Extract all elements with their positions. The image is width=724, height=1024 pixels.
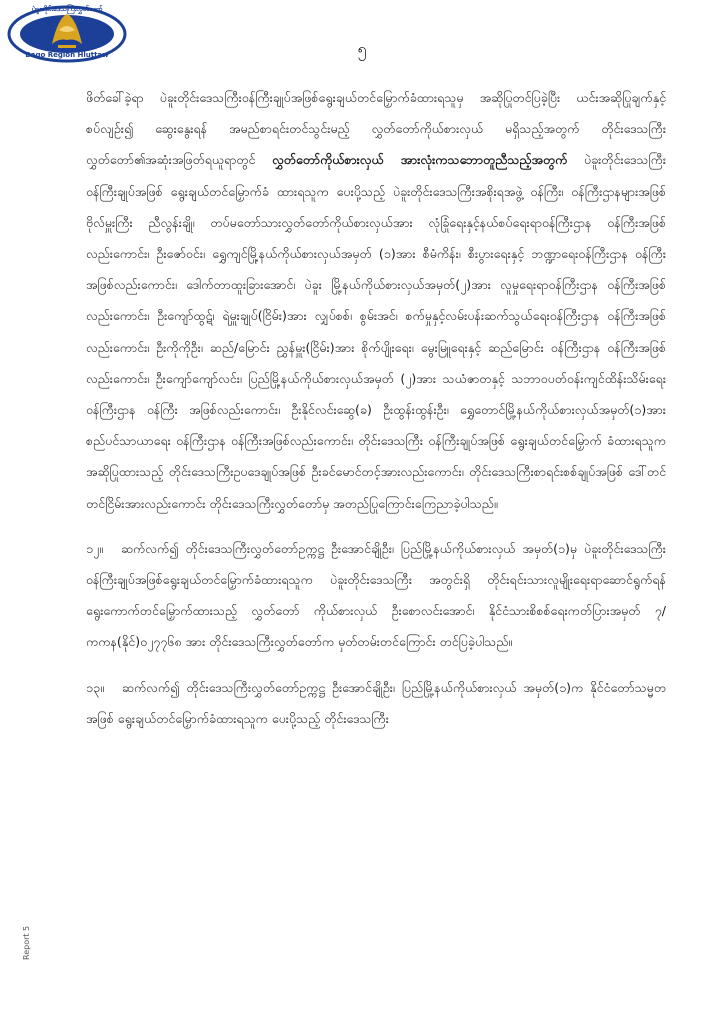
paragraph-1-text-b: ပဲခူးတိုင်းဒေသကြီးဝန်ကြီးချုပ်အဖြစ် ရွေးချယ်တင်မြှောက်ခံ ထားရသူက ပေးပို့သည့် ပဲခူးတိုင်းဒေသကြီးအစိုးရအဖွဲ့ ဝန်ကြီး၊ ဝန်ကြီးဌာနများအဖြစ် ဗိုလ်မှူးကြီး ညီလွန်းချို၊ တပ်မတော်သားလွှတ်တော်ကိုယ်စားလှယ်အား လုံခြုံရေးနှင့်နယ်စပ်ရေးရာဝန်ကြီးဌာန ဝန်ကြီးအဖြစ်လည်းကောင်း၊ ဦးဇော်ဝင်း၊ ရွှေကျင်မြို့နယ်ကိုယ်စားလှယ်အမှတ် (၁)အား စီမံကိန်း၊ စီးပွားရေးနှင့် ဘဏ္ဍာရေးဝန်ကြီးဌာန ဝန်ကြီးအဖြစ်လည်းကောင်း၊ ဒေါက်တာထူးခြားအောင်၊ ပဲခူး မြို့နယ်ကိုယ်စားလှယ်အမှတ်(၂)အား လူမှုရေးရာဝန်ကြီးဌာန ဝန်ကြီးအဖြစ်လည်းကောင်း၊ ဦးကျော်ထွဋ်၊ ရဲမှူးချုပ်(ငြိမ်း)အား လျှပ်စစ်၊ စွမ်းအင်၊ စက်မှုနှင့်လမ်းပန်းဆက်သွယ်ရေးဝန်ကြီးဌာန ဝန်ကြီးအဖြစ် လည်းကောင်း၊ ဦးကိုကိုဦး၊ ဆည်/မြောင်း ညွှန်မှူး(ငြိမ်း)အား စိုက်ပျိုးရေး၊ မွေးမြူရေးနှင့် ဆည်မြောင်း ဝန်ကြီးဌာန ဝန်ကြီးအဖြစ်လည်းကောင်း၊ ဦးကျော်ကျော်လင်း၊ ပြည်မြို့နယ်ကိုယ်စားလှယ်အမှတ် (၂)အား သယံဇာတနှင့် သဘာဝပတ်ဝန်းကျင်ထိန်းသိမ်းရေးဝန်ကြီးဌာန ဝန်ကြီး အဖြစ်လည်းကောင်း၊ ဦးနိုင်လင်းဆွေ(ခ) ဦးထွန်းထွန်းဦး၊ ရွှေတောင်မြို့နယ်ကိုယ်စားလှယ်အမှတ်(၁)အား စည်ပင်သာယာရေး ဝန်ကြီးဌာန ဝန်ကြီးအဖြစ်လည်းကောင်း၊ တိုင်းဒေသကြီး ဝန်ကြီးချုပ်အဖြစ် ရွေးချယ်တင်မြှောက် ခံထားရသူက အဆိုပြုထားသည့် တိုင်းဒေသကြီးဥပဒေချုပ်အဖြစ် ဦးခင်မောင်တင့်အားလည်းကောင်း၊ တိုင်းဒေသကြီးစာရင်းစစ်ချုပ်အဖြစ် ဒေါ်တင်တင်ငြိမ်းအားလည်းကောင်း တိုင်းဒေသကြီးလွှတ်တော်မှ အတည်ပြုကြောင်းကြေညာခဲ့ပါသည်။ (86, 152, 666, 511)
logo-text-myanmar: ပဲခူးတိုင်းဒေသကြီးလွှတ်တော် (31, 5, 103, 13)
paragraph-13-text: ဆက်လက်၍ တိုင်းဒေသကြီးလွှတ်တော်ဥက္ကဋ္ဌ ဦးအောင်ချိုဦး၊ ပြည်မြို့နယ်ကိုယ်စားလှယ် အမှတ်(၁)က နိုင်ငံတော်သမ္မတအဖြစ် ရွေးချယ်တင်မြှောက်ခံထားရသူက ပေးပို့သည့် တိုင်းဒေသကြီး (86, 679, 666, 726)
page-number: ၅ (357, 39, 367, 58)
paragraph-13 (86, 672, 666, 734)
report-side-label: Report 5 (22, 925, 31, 960)
paragraph-13-number: ၁၃။ (86, 679, 104, 695)
paragraph-12 (86, 533, 666, 658)
paragraph-12-text: ဆက်လက်၍ တိုင်းဒေသကြီးလွှတ်တော်ဥက္ကဋ္ဌ ဦးအောင်ချိုဦး၊ ပြည်မြို့နယ်ကိုယ်စားလှယ် အမှတ်(၁)မှ ပဲခူးတိုင်းဒေသကြီးဝန်ကြီးချုပ်အဖြစ်ရွေးချယ်တင်မြှောက်ခံထားရသူက ပဲခူးတိုင်းဒေသကြီး အတွင်းရှိ တိုင်းရင်းသားလူမျိုးရေးရာဆောင်ရွက်ရန် ရွေးကောက်တင်မြှောက်ထားသည့် လွှတ်တော် ကိုယ်စားလှယ် ဦးစောလင်းအောင်၊ နိုင်ငံသားစိစစ်ရေးကတ်ပြားအမှတ် ၇/ကကန(နိုင်)၀၂၇၇၆၈ အား တိုင်းဒေသကြီးလွှတ်တော်က မှတ်တမ်းတင်ကြောင်း တင်ပြခဲ့ပါသည်။ (86, 540, 666, 650)
document-body (86, 82, 666, 748)
logo-text-english: Bago Region Hluttaw (25, 51, 109, 59)
paragraph-1 (86, 82, 666, 519)
paragraph-1-text-a: ဖိတ်ခေါ်ခဲ့ရာ ပဲခူးတိုင်းဒေသကြီးဝန်ကြီးချုပ်အဖြစ်ရွေးချယ်တင်မြှောက်ခံထားရသူမှ အဆိုပြုတင်ပြခဲ့ပြီး ယင်းအဆိုပြုချက်နှင့်စပ်လျဉ်း၍ ဆွေးနွေးရန် အမည်စာရင်းတင်သွင်းမည့် လွှတ်တော်ကိုယ်စားလှယ် မရှိသည့်အတွက် တိုင်းဒေသကြီး လွှတ်တော်၏အဆုံးအဖြတ်ရယူရာတွင် (86, 90, 666, 168)
paragraph-1-bold-text: လွှတ်တော်ကိုယ်စားလှယ် အားလုံးကသဘောတူညီသည့်အတွက် (272, 152, 568, 168)
paragraph-12-number: ၁၂။ (86, 540, 103, 556)
